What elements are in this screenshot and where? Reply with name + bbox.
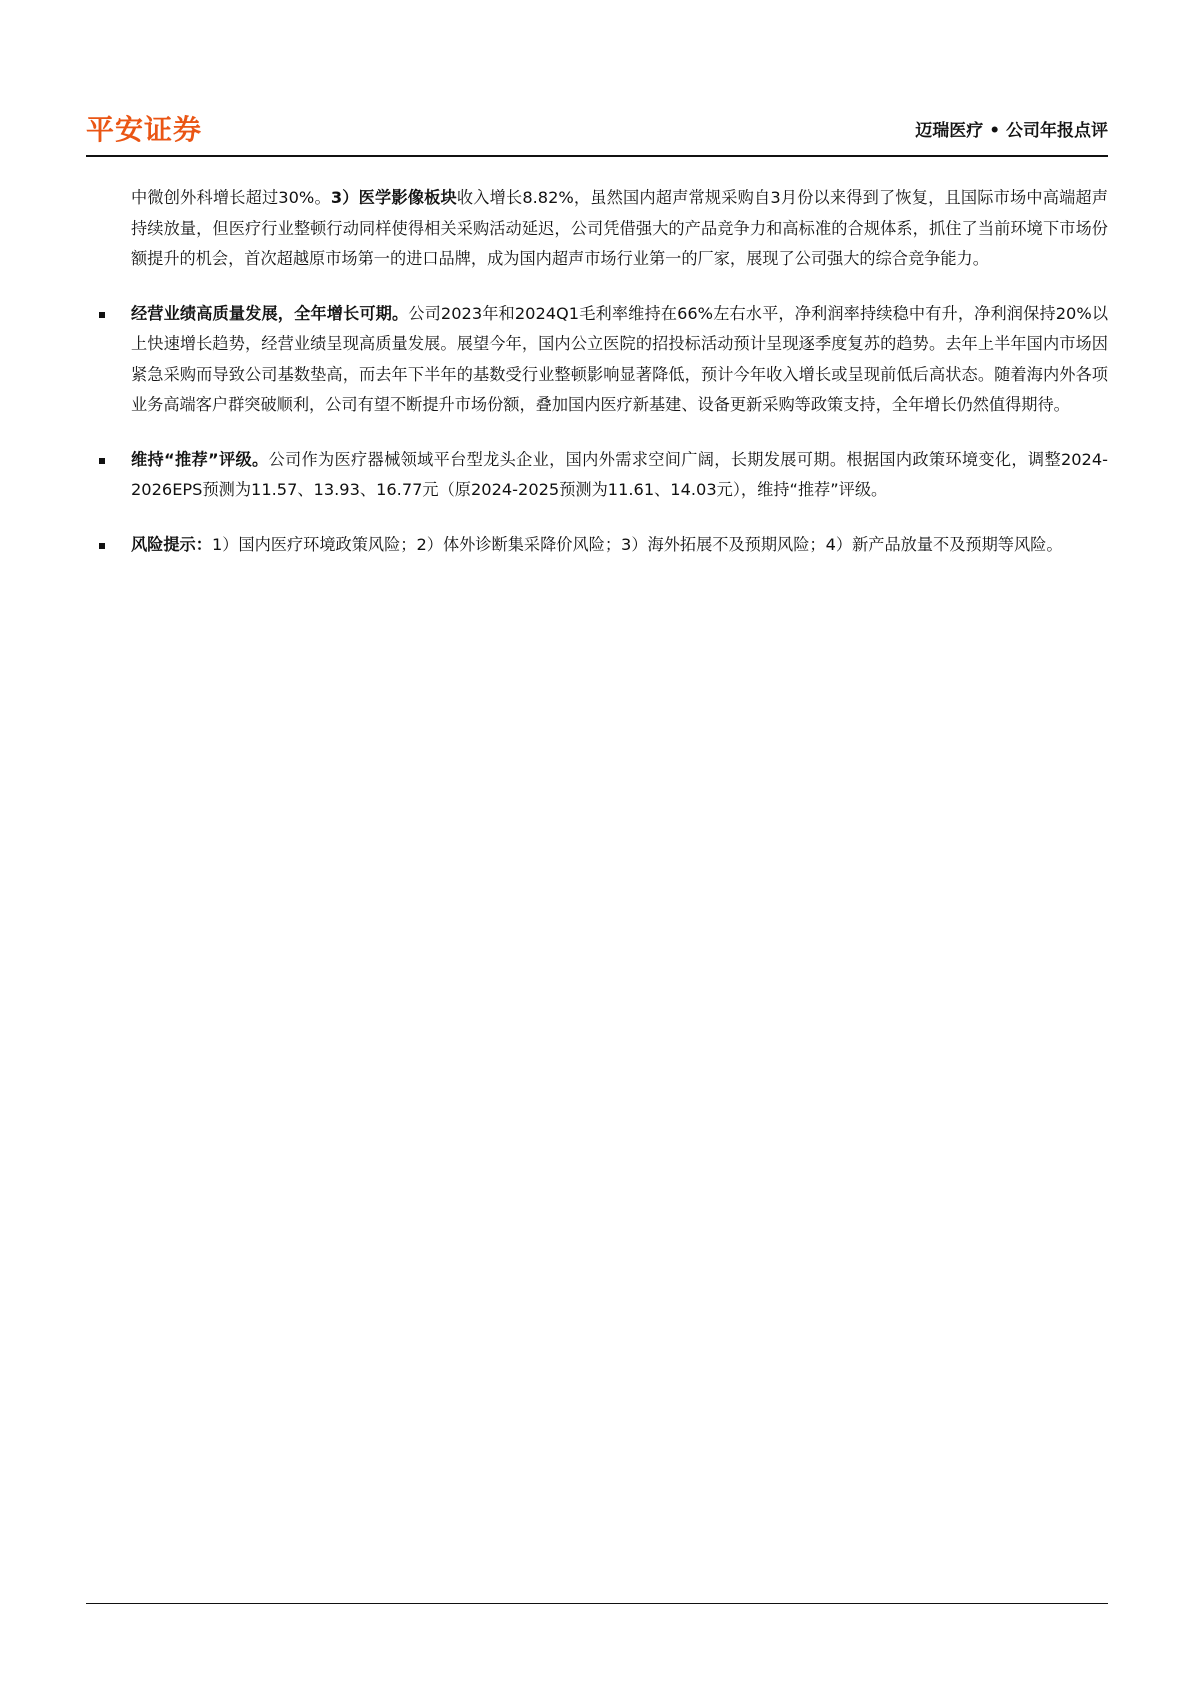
segment-bold: 维持“推荐”评级。 xyxy=(131,449,269,469)
segment: 中微创外科增长超过30%。 xyxy=(131,188,331,207)
segment: 公司作为医疗器械领域平台型龙头企业，国内外需求空间广阔，长期发展可期。根据国内政策环境变化，调整2024-2026EPS预测为11.57、13.93、16.77元（原2024-2025预测为11.61、14.03元），维持“推荐”评级。 xyxy=(131,449,1108,499)
company-logo: 平安证券 xyxy=(86,113,203,146)
segment-bold: 风险提示： xyxy=(131,534,212,554)
header-divider xyxy=(86,155,1108,157)
footer-divider xyxy=(86,1603,1108,1604)
segment: 公司2023年和2024Q1毛利率维持在66%左右水平，净利润率持续稳中有升，净利润保持20%以上快速增长趋势，经营业绩呈现高质量发展。展望今年，国内公立医院的招投标活动预计呈现逐季度复苏的趋势。去年上半年国内市场因紧急采购而导致公司基数垫高，而去年下半年的基数受行业整顿影响显著降低，预计今年收入增长或呈现前低后高状态。随着海内外各项业务高端客户群突破顺利，公司有望不断提升市场份额，叠加国内医疗新基建、设备更新采购等政策支持，全年增长仍然值得期待。 xyxy=(131,303,1109,414)
paragraph-rating xyxy=(86,445,1108,506)
segment-bold: 经营业绩高质量发展，全年增长可期。 xyxy=(131,303,409,323)
report-title: 迈瑞医疗 • 公司年报点评 xyxy=(915,121,1108,141)
segment: 1）国内医疗环境政策风险；2）体外诊断集采降价风险；3）海外拓展不及预期风险；4）新产品放量不及预期等风险。 xyxy=(211,534,1063,554)
bullet-icon xyxy=(99,458,105,464)
segment: 收入增长8.82%，虽然国内超声常规采购自3月份以来得到了恢复，且国际市场中高端超声持续放量，但医疗行业整顿行动同样使得相关采购活动延迟，公司凭借强大的产品竞争力和高标准的合规体系，抓住了当前环境下市场份额提升的机会，首次超越原市场第一的进口品牌，成为国内超声市场行业第一的厂家，展现了公司强大的综合竞争能力。 xyxy=(131,188,1108,268)
paragraph-risk xyxy=(86,530,1108,561)
segment-bold: 3）医学影像板块 xyxy=(330,188,457,207)
bullet-icon xyxy=(99,543,105,549)
report-body xyxy=(86,183,1108,584)
paragraph-imaging xyxy=(86,183,1108,275)
paragraph-performance xyxy=(86,299,1108,421)
bullet-icon xyxy=(99,312,105,318)
